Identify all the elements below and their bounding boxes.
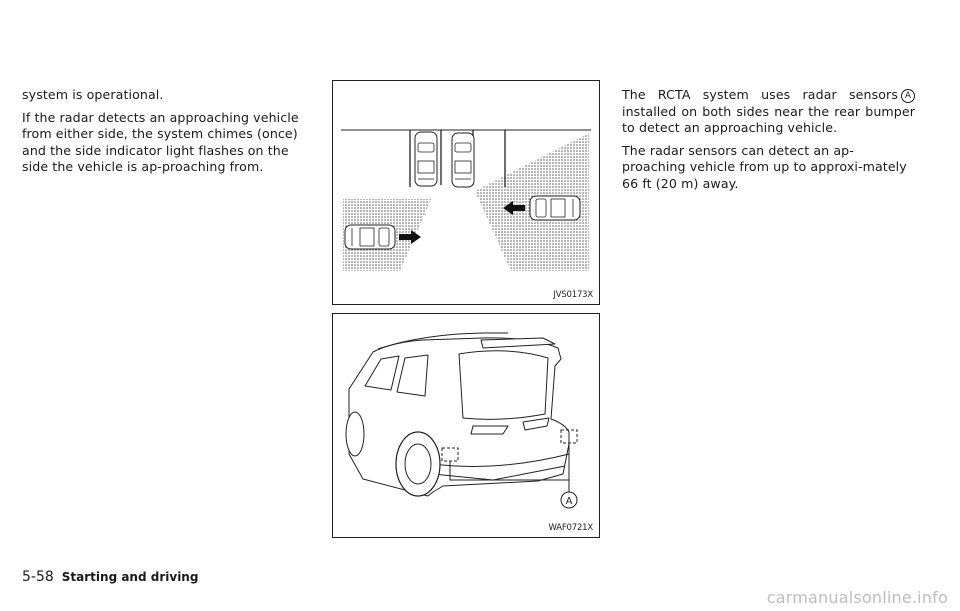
suv-rear-drawing — [349, 333, 569, 496]
rear-wheel-hub — [405, 444, 431, 484]
rcta-detection-illustration — [333, 81, 599, 304]
left-text-column — [22, 87, 308, 182]
watermark: carmanualsonline.info — [766, 588, 948, 607]
text-segment: installed on both sides near the rear bumper to detect an approaching vehicle. — [622, 103, 915, 136]
figure-code: WAF0721X — [548, 523, 593, 533]
marker-a-icon: A — [901, 89, 915, 103]
callout-label: A — [565, 496, 573, 507]
text-segment: The RCTA system uses radar sensors — [622, 87, 898, 102]
figure-code: JVS0173X — [553, 290, 593, 300]
right-text-column — [622, 87, 915, 199]
vehicle-rear-illustration — [333, 314, 599, 537]
paragraph-rcta-radar-sensors — [622, 87, 915, 137]
paragraph-detection-range: The radar sensors can detect an ap-proaching vehicle from up to approxi-mately 66 ft (20 m) away. — [622, 142, 907, 191]
approaching-car-right — [530, 196, 580, 220]
figure-rcta-detection-zone — [332, 80, 600, 305]
paragraph-radar-detects: If the radar detects an approaching vehicle from either side, the system chimes (once) and the side indicator light flashes on the side the vehicle is ap-proaching from. — [22, 109, 299, 175]
figure-radar-sensor-location — [332, 313, 600, 538]
approaching-car-left — [345, 225, 395, 249]
section-title: Starting and driving — [61, 570, 199, 584]
paragraph-system-operational: system is operational. — [22, 87, 164, 102]
page-footer — [22, 569, 198, 585]
parked-car-left — [415, 132, 437, 186]
parked-car-right — [452, 133, 474, 187]
page-number: 5-58 — [22, 569, 54, 585]
front-wheel — [346, 412, 364, 456]
